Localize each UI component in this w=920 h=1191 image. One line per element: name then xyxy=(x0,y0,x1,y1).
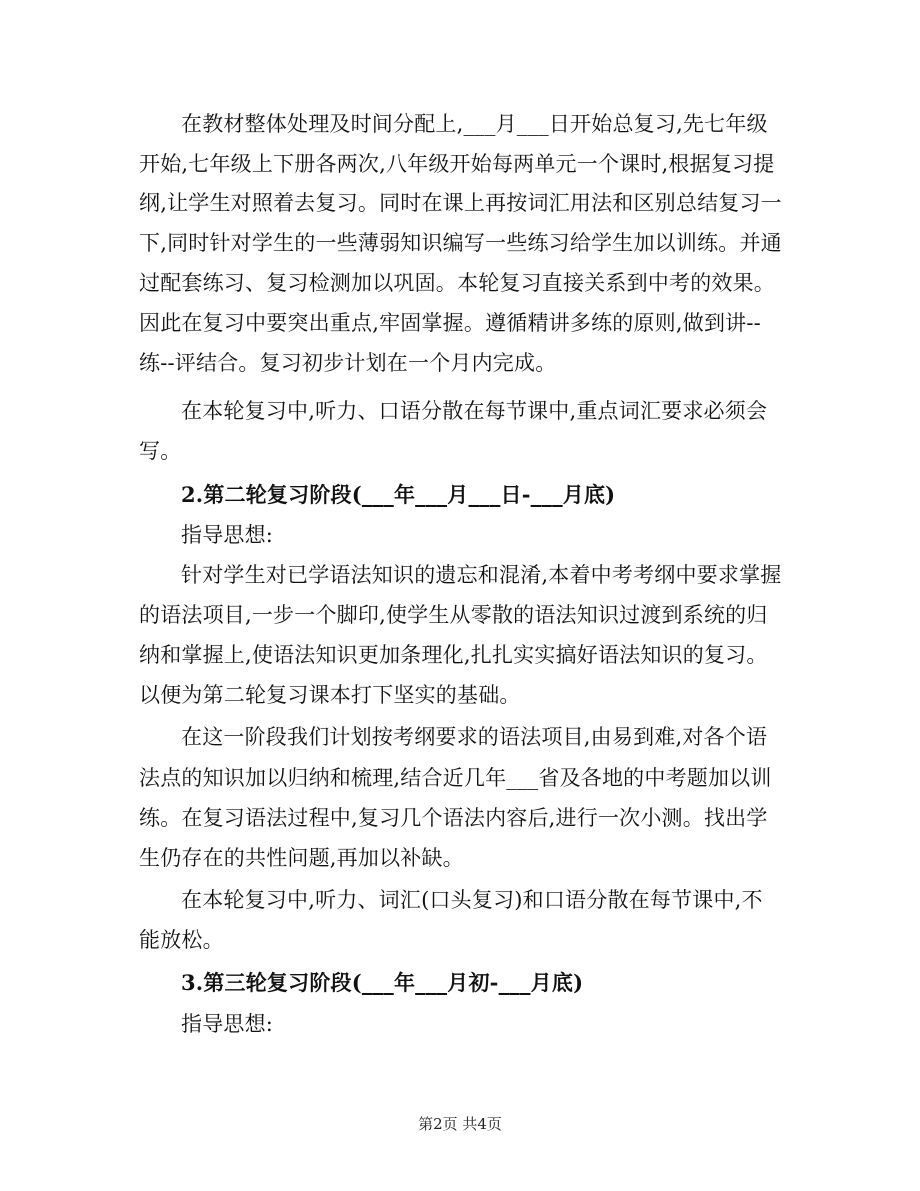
subheading: 指导思想: xyxy=(181,523,274,547)
page-number-footer: 第2页 共4页 xyxy=(418,1115,502,1133)
subheading: 指导思想: xyxy=(181,1012,274,1036)
paragraph-line: 在教材整体处理及时间分配上,___月___日开始总复习,先七年级 xyxy=(181,112,768,136)
section-heading: 3.第三轮复习阶段(___年___月初-___月底) xyxy=(181,970,584,995)
paragraph-line: 因此在复习中要突出重点,牢固掌握。遵循精讲多练的原则,做到讲-- xyxy=(139,311,761,335)
paragraph-line: 在本轮复习中,听力、口语分散在每节课中,重点词汇要求必须会 xyxy=(181,399,768,423)
paragraph-line: 写。 xyxy=(139,439,182,463)
paragraph-line: 开始,七年级上下册各两次,八年级开始每两单元一个课时,根据复习提 xyxy=(139,152,775,176)
paragraph-line: 在这一阶段我们计划按考纲要求的语法项目,由易到难,对各个语 xyxy=(181,725,768,749)
paragraph-line: 以便为第二轮复习课本打下坚实的基础。 xyxy=(139,683,521,707)
paragraph-line: 的语法项目,一步一个脚印,使学生从零散的语法知识过渡到系统的归 xyxy=(139,603,768,627)
paragraph-line: 针对学生对已学语法知识的遗忘和混淆,本着中考考纲中要求掌握 xyxy=(181,563,782,587)
paragraph-line: 练--评结合。复习初步计划在一个月内完成。 xyxy=(139,351,557,375)
paragraph-line: 能放松。 xyxy=(139,928,224,952)
paragraph-line: 练。在复习语法过程中,复习几个语法内容后,进行一次小测。找出学 xyxy=(139,806,768,830)
paragraph-line: 纳和掌握上,使语法知识更加条理化,扎扎实实搞好语法知识的复习。 xyxy=(139,643,768,667)
paragraph-line: 生仍存在的共性问题,再加以补缺。 xyxy=(139,846,464,870)
paragraph-line: 法点的知识加以归纳和梳理,结合近几年___省及各地的中考题加以训 xyxy=(139,766,772,790)
paragraph-line: 过配套练习、复习检测加以巩固。本轮复习直接关系到中考的效果。 xyxy=(139,271,775,295)
section-heading: 2.第二轮复习阶段(___年___月___日-___月底) xyxy=(181,482,616,507)
paragraph-line: 在本轮复习中,听力、词汇(口头复习)和口语分散在每节课中,不 xyxy=(181,888,763,912)
paragraph-line: 下,同时针对学生的一些薄弱知识编写一些练习给学生加以训练。并通 xyxy=(139,231,782,255)
paragraph-line: 纲,让学生对照着去复习。同时在课上再按词汇用法和区别总结复习一 xyxy=(139,191,782,215)
